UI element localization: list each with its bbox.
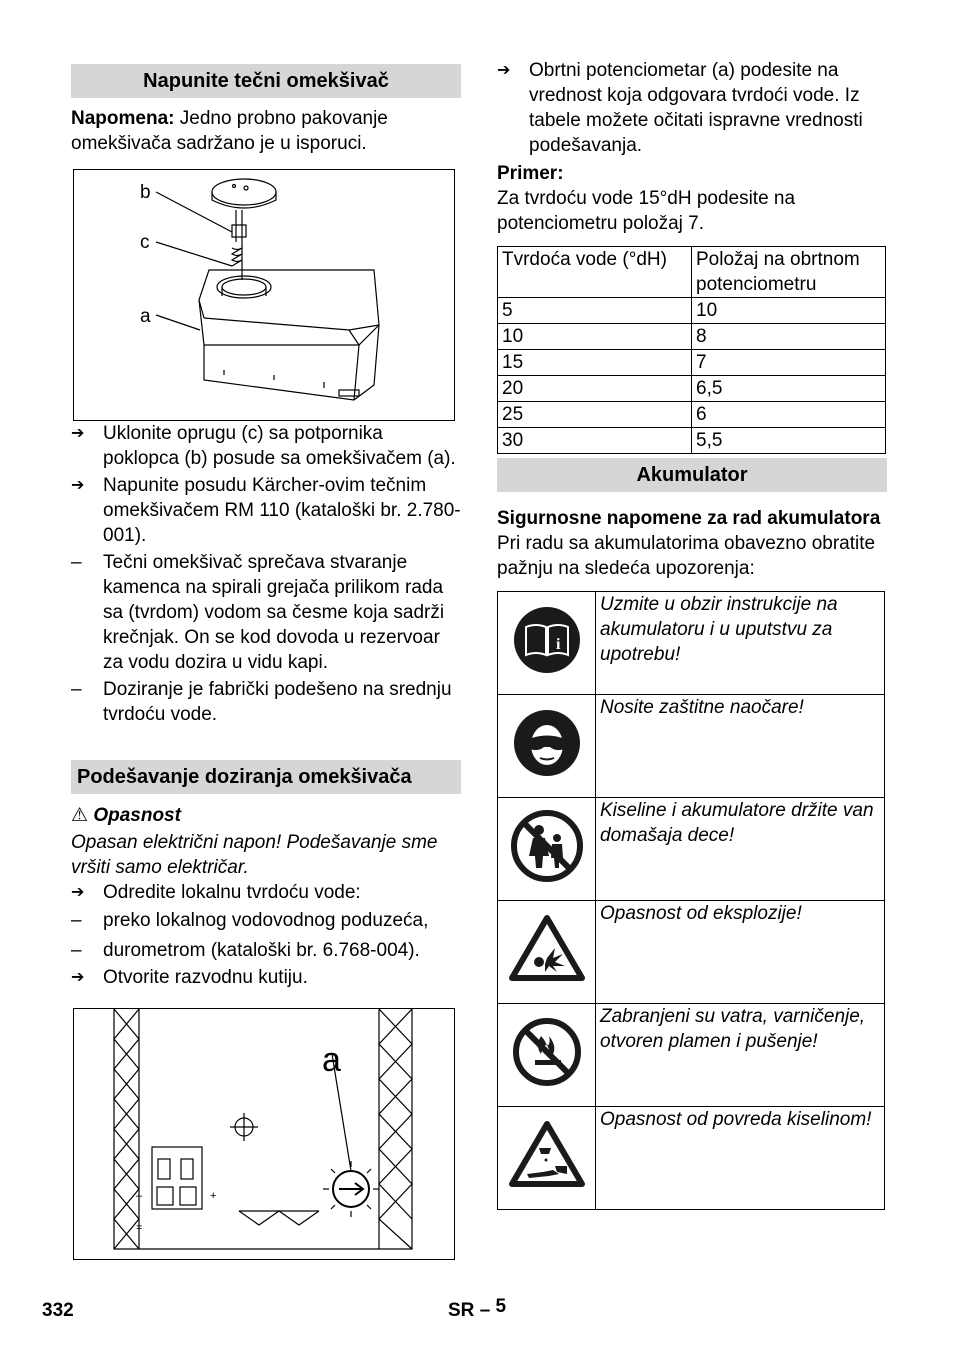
list-item: ➔ Otvorite razvodnu kutiju. xyxy=(71,967,308,988)
note-label: Napomena: xyxy=(71,108,175,129)
table-row: 20 6,5 xyxy=(498,376,886,402)
table-header-row xyxy=(498,247,886,298)
instructions-list-2 xyxy=(71,880,461,990)
warning-text: Kiseline i akumulatore držite van domašaja dece! xyxy=(596,798,885,901)
warning-triangle-icon: ⚠ xyxy=(71,805,89,826)
example-label: Primer: xyxy=(497,163,564,184)
table-header: Položaj na obrtnom potenciometru xyxy=(692,247,886,298)
list-item: – durometrom (kataloški br. 6.768-004). xyxy=(71,940,420,961)
water-hardness-table xyxy=(497,246,886,454)
svg-text:+: + xyxy=(210,1190,217,1202)
table-row xyxy=(498,901,885,1004)
battery-intro: Pri radu sa akumulatorima obavezno obratite pažnju na sledeća upozorenja: xyxy=(497,533,876,579)
list-item: ➔ Uklonite oprugu (c) sa potpornika poklopca (b) posude sa omekšivačem (a). xyxy=(71,423,456,469)
table-row xyxy=(498,798,885,901)
list-item: ➔ Napunite posudu Kärcher-ovim tečnim omekšivačem RM 110 (kataloški br. 2.780-001). xyxy=(71,475,461,546)
warning-text: Opasnost od eksplozije! xyxy=(596,901,885,1004)
warning-text: Opasnost od povreda kiselinom! xyxy=(596,1107,885,1210)
no-children-icon xyxy=(498,798,596,901)
control-box-figure xyxy=(73,1008,455,1260)
warning-text: Zabranjeni su vatra, varničenje, otvoren plamen i pušenje! xyxy=(596,1004,885,1107)
svg-text:–: – xyxy=(136,1190,143,1202)
list-item: – Tečni omekšivač sprečava stvaranje kamenca na spirali grejača prilikom rada sa (tvrdom) vodom sa česme koja sadrži krečnjak. On se kod dovoda u rezervoar za vodu dozira u vidu kapi. xyxy=(71,552,445,673)
list-item: – preko lokalnog vodovodnog poduzeća, xyxy=(71,910,429,931)
note-paragraph xyxy=(71,106,461,156)
list-item: ➔ Obrtni potenciometar (a) podesite na vrednost koja odgovara tvrdoći vode. Iz tabele možete očitati ispravne vrednosti podešavanja. xyxy=(497,60,863,156)
instructions-list-1 xyxy=(71,421,461,727)
softener-tank-figure xyxy=(73,169,455,421)
explosion-icon xyxy=(498,901,596,1004)
svg-text:=: = xyxy=(136,1222,143,1234)
dash-bullet: – xyxy=(71,940,82,961)
label-b: b xyxy=(140,182,151,203)
svg-text:i: i xyxy=(555,635,560,653)
list-item: – Doziranje je fabrički podešeno na srednju tvrdoću vode. xyxy=(71,679,452,725)
safety-warnings-table xyxy=(497,591,885,1210)
table-row: 15 7 xyxy=(498,350,886,376)
acid-burn-icon xyxy=(498,1107,596,1210)
table-header: Tvrdoća vode (°dH) xyxy=(498,247,692,298)
danger-text: Opasan električni napon! Podešavanje sme vršiti samo električar. xyxy=(71,832,438,878)
list-item: ➔ Odredite lokalnu tvrdoću vode: xyxy=(71,882,361,903)
example-text: Za tvrdoću vode 15°dH podesite na potenciometru položaj 7. xyxy=(497,188,796,234)
manual-icon xyxy=(498,592,596,695)
goggles-icon xyxy=(498,695,596,798)
control-box-drawing xyxy=(74,1009,454,1259)
table-row: 10 8 xyxy=(498,324,886,350)
warning-text: Uzmite u obzir instrukcije na akumulatoru i u uputstvu za upotrebu! xyxy=(596,592,885,695)
danger-heading: ⚠ Opasnost xyxy=(71,805,181,826)
label-c: c xyxy=(140,232,150,253)
section-heading-dosing: Podešavanje doziranja omekšivača xyxy=(71,760,461,794)
page-number: 332 xyxy=(42,1300,74,1321)
arrow-icon: ➔ xyxy=(71,477,85,494)
no-fire-icon xyxy=(498,1004,596,1107)
section-heading-battery: Akumulator xyxy=(497,458,887,492)
table-row xyxy=(498,592,885,695)
arrow-icon: ➔ xyxy=(497,62,511,79)
label-a: a xyxy=(140,306,151,327)
label-a: a xyxy=(322,1041,341,1079)
table-row: 30 5,5 xyxy=(498,428,886,454)
table-row xyxy=(498,1004,885,1107)
table-row: 25 6 xyxy=(498,402,886,428)
warning-text: Nosite zaštitne naočare! xyxy=(596,695,885,798)
note-text: Jedno probno pakovanje omekšivača sadržano je u isporuci. xyxy=(71,108,388,154)
softener-tank-drawing xyxy=(74,170,454,420)
dash-bullet: – xyxy=(71,552,82,573)
arrow-icon: ➔ xyxy=(71,969,85,986)
table-row: 5 10 xyxy=(498,298,886,324)
table-row xyxy=(498,1107,885,1210)
footer-section: SR – 5 xyxy=(448,1296,507,1321)
dash-bullet: – xyxy=(71,910,82,931)
table-row xyxy=(498,695,885,798)
dash-bullet: – xyxy=(71,679,82,700)
section-heading-softener-fill: Napunite tečni omekšivač xyxy=(71,64,461,98)
battery-subheading: Sigurnosne napomene za rad akumulatora xyxy=(497,508,881,529)
arrow-icon: ➔ xyxy=(71,884,85,901)
arrow-icon: ➔ xyxy=(71,425,85,442)
